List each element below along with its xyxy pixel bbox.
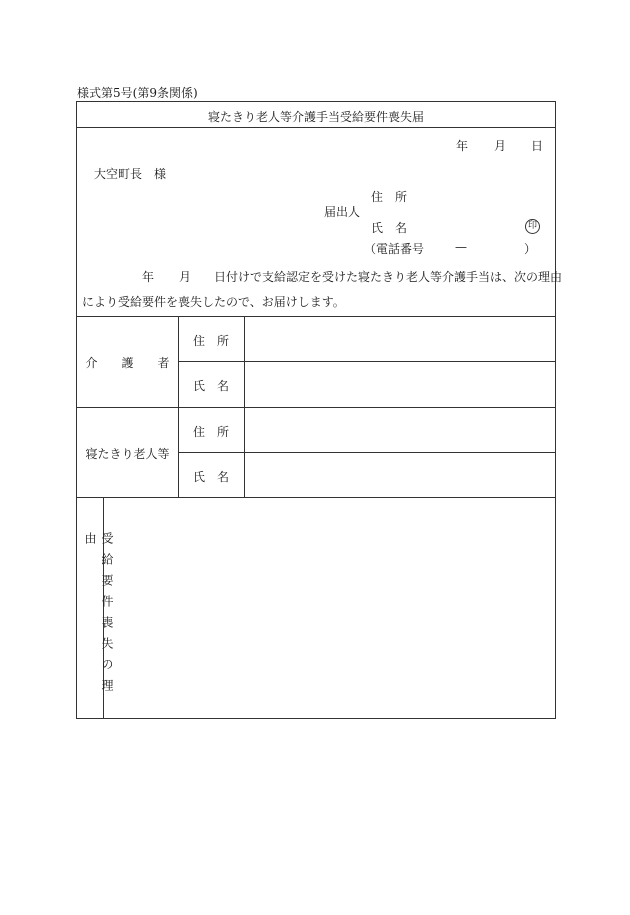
elderly-name-label: 氏 名 (192, 470, 229, 484)
reason-label: 受給要件喪失の理由 (83, 532, 114, 700)
notifier-label: 届出人 (324, 205, 361, 219)
statement-month: 月 (179, 270, 192, 284)
caregiver-name-label: 氏 名 (192, 379, 229, 393)
date-year: 年 (456, 139, 469, 153)
elderly-address-label: 住 所 (192, 425, 229, 439)
statement-line1: 日付けで支給認定を受けた寝たきり老人等介護手当は、次の理由 (214, 270, 563, 284)
notifier-address-label: 住 所 (371, 190, 408, 204)
caregiver-address-field[interactable] (245, 317, 555, 361)
reason-field[interactable] (104, 498, 555, 719)
elderly-address-field[interactable] (245, 408, 555, 452)
phone-label: （電話番号 (364, 242, 425, 256)
elderly-label: 寝たきり老人等 (85, 447, 170, 461)
form-frame (76, 101, 563, 719)
elderly-name-field[interactable] (245, 453, 555, 497)
addressee: 大空町長 様 (94, 167, 167, 181)
caregiver-label: 介 護 者 (85, 356, 170, 370)
statement-year: 年 (142, 270, 155, 284)
form-number: 様式第5号(第9条関係) (77, 86, 198, 100)
date-day: 日 (531, 139, 544, 153)
notifier-name-label: 氏 名 (371, 221, 408, 235)
title-divider (77, 127, 555, 128)
seal-mark: 印 (525, 219, 540, 234)
caregiver-address-label: 住 所 (192, 334, 229, 348)
statement-line2: により受給要件を喪失したので、お届けします。 (82, 295, 345, 309)
phone-close: ） (524, 242, 537, 256)
date-month: 月 (494, 139, 507, 153)
form-title: 寝たきり老人等介護手当受給要件喪失届 (207, 110, 424, 124)
caregiver-name-field[interactable] (245, 362, 555, 407)
phone-dash: — (455, 240, 467, 254)
